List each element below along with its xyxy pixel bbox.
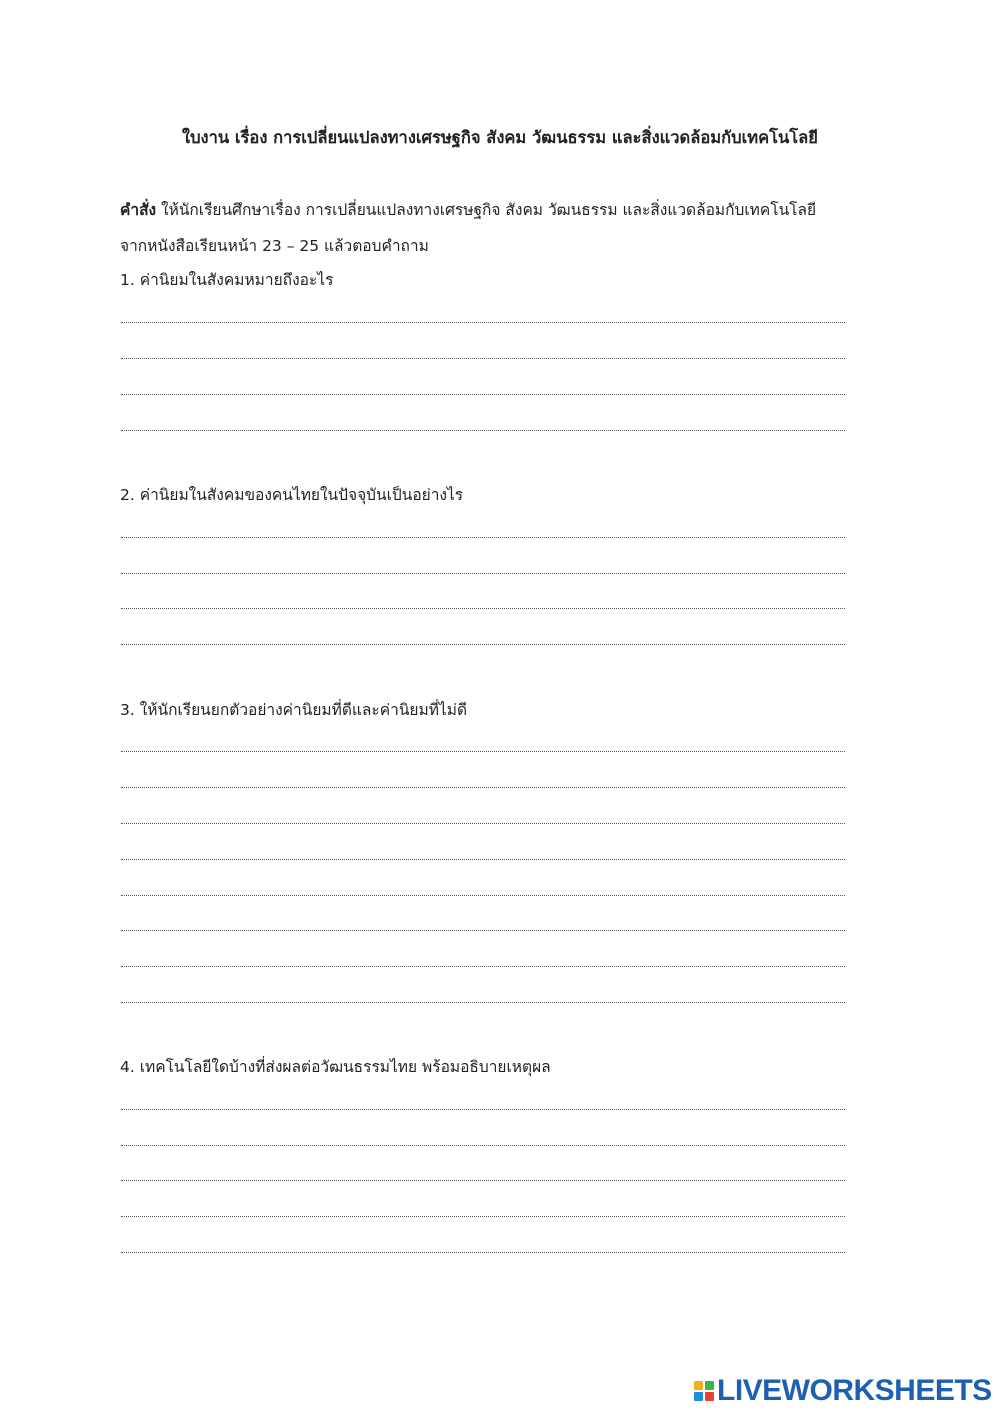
answer-line[interactable] [121, 1109, 845, 1110]
answer-line[interactable] [121, 1252, 845, 1253]
question-1: 1. ค่านิยมในสังคมหมายถึงอะไร [120, 271, 334, 289]
worksheet-title: ใบงาน เรื่อง การเปลี่ยนแปลงทางเศรษฐกิจ สังคม วัฒนธรรม และสิ่งแวดล้อมกับเทคโนโลยี [182, 128, 818, 147]
answer-line[interactable] [121, 394, 845, 395]
question-3: 3. ให้นักเรียนยกตัวอย่างค่านิยมที่ดีและค่านิยมที่ไม่ดี [120, 701, 468, 719]
instruction-line-1 [120, 198, 880, 222]
logo-text: LIVEWORKSHEETS [717, 1374, 992, 1407]
answer-line[interactable] [121, 358, 845, 359]
logo-icon-tile [705, 1392, 714, 1401]
question-2: 2. ค่านิยมในสังคมของคนไทยในปัจจุบันเป็นอย่างไร [120, 486, 464, 504]
answer-line[interactable] [121, 859, 845, 860]
instruction-line-2: จากหนังสือเรียนหน้า 23 – 25 แล้วตอบคำถาม [120, 237, 429, 255]
answer-line[interactable] [121, 430, 845, 431]
answer-line[interactable] [121, 1145, 845, 1146]
instruction-label: คำสั่ง [120, 201, 157, 219]
instruction-text: ให้นักเรียนศึกษาเรื่อง การเปลี่ยนแปลงทางเศรษฐกิจ สังคม วัฒนธรรม และสิ่งแวดล้อมกับเทคโนโลยี [156, 201, 817, 219]
answer-line[interactable] [121, 823, 845, 824]
answer-line[interactable] [121, 537, 845, 538]
answer-line[interactable] [121, 787, 845, 788]
answer-line[interactable] [121, 895, 845, 896]
answer-line[interactable] [121, 1216, 845, 1217]
logo-icon-tile [694, 1392, 703, 1401]
answer-line[interactable] [121, 644, 845, 645]
answer-line[interactable] [121, 1002, 845, 1003]
answer-line[interactable] [121, 1180, 845, 1181]
answer-line[interactable] [121, 573, 845, 574]
logo-icon-tile [694, 1381, 703, 1390]
logo-icon-tile [705, 1381, 714, 1390]
liveworksheets-logo-icon [694, 1381, 714, 1401]
answer-line[interactable] [121, 966, 845, 967]
answer-line[interactable] [121, 751, 845, 752]
answer-line[interactable] [121, 322, 845, 323]
answer-line[interactable] [121, 930, 845, 931]
liveworksheets-logo [694, 1373, 992, 1409]
question-4: 4. เทคโนโลยีใดบ้างที่ส่งผลต่อวัฒนธรรมไทย พร้อมอธิบายเหตุผล [120, 1058, 551, 1076]
answer-line[interactable] [121, 608, 845, 609]
